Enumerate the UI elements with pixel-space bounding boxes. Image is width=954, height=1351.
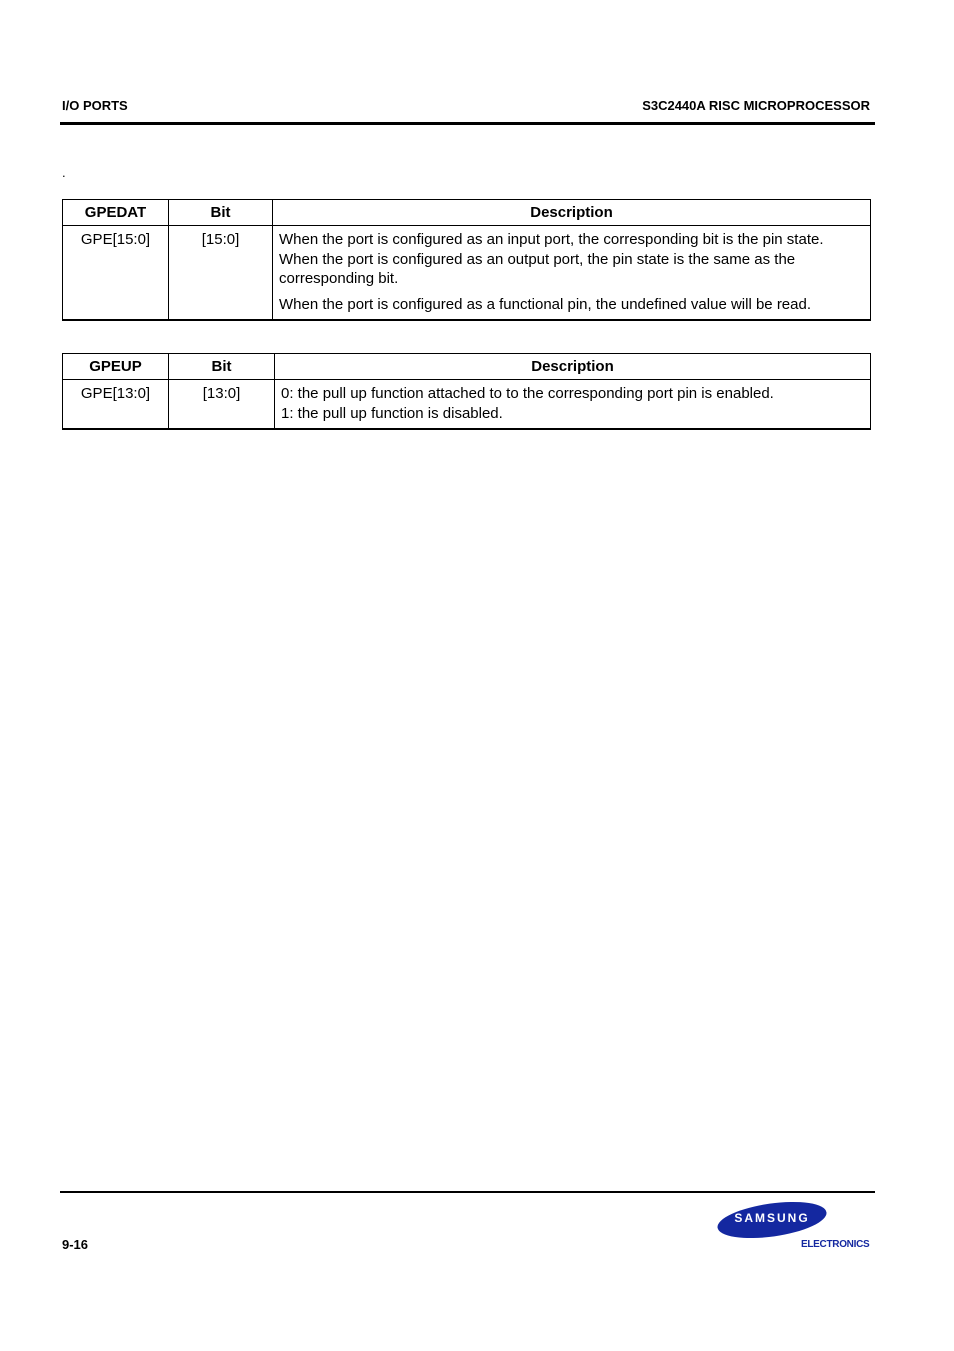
column-header-description: Description [273, 200, 871, 226]
column-header-description: Description [275, 354, 871, 380]
column-header-register: GPEDAT [63, 200, 169, 226]
samsung-logo [714, 1200, 874, 1255]
gpeup-register-table [62, 353, 871, 430]
gpedat-register-table [62, 199, 871, 321]
stray-mark: . [62, 165, 66, 180]
register-name-cell: GPE[13:0] [63, 380, 169, 430]
table-row [63, 226, 871, 321]
description-paragraph: When the port is configured as a functional pin, the undefined value will be read. [279, 295, 812, 313]
header-rule [60, 122, 875, 125]
description-cell [275, 380, 871, 430]
description-paragraph: When the port is configured as an input port, the corresponding bit is the pin state. When the port is configured as an output port, the pin state is the same as the corresponding bit. [279, 231, 824, 287]
description-line: 1: the pull up function is disabled. [281, 404, 503, 422]
register-name-cell: GPE[15:0] [63, 226, 169, 321]
table-header-row [63, 354, 871, 380]
column-header-register: GPEUP [63, 354, 169, 380]
header-section-title: I/O PORTS [62, 98, 128, 113]
header-product-title: S3C2440A RISC MICROPROCESSOR [642, 98, 870, 113]
description-line: 0: the pull up function attached to to the corresponding port pin is enabled. [281, 385, 774, 402]
page-number: 9-16 [62, 1237, 89, 1252]
bit-range-cell: [13:0] [169, 380, 275, 430]
logo-brand-text: SAMSUNG [734, 1211, 810, 1225]
column-header-bit: Bit [169, 200, 273, 226]
table-row [63, 380, 871, 430]
column-header-bit: Bit [169, 354, 275, 380]
footer-rule [60, 1191, 875, 1193]
bit-range-cell: [15:0] [169, 226, 273, 321]
logo-subtext: ELECTRONICS [801, 1239, 870, 1250]
table-header-row [63, 200, 871, 226]
description-cell [273, 226, 871, 321]
